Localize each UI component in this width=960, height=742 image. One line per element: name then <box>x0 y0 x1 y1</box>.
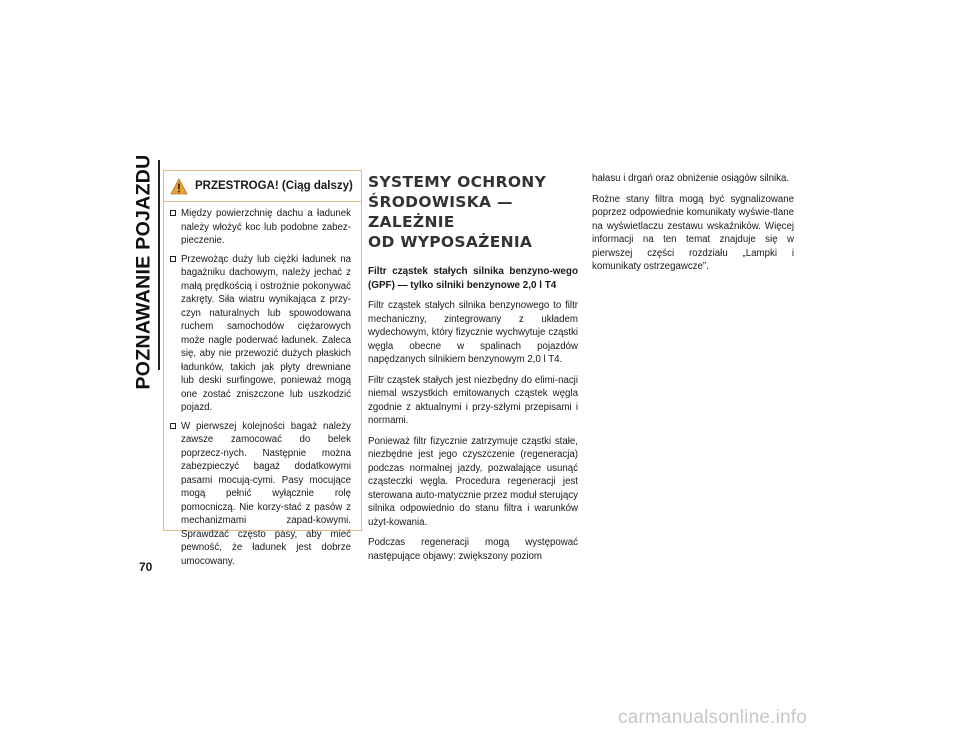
subheading: Filtr cząstek stałych silnika benzyno-wego (GPF) — tylko silniki benzynowe 2,0 l T4 <box>368 266 578 291</box>
square-bullet-icon <box>170 210 176 216</box>
side-divider <box>158 160 160 370</box>
warning-item <box>170 253 351 415</box>
warning-item-text: Między powierzchnię dachu a ładunek należy włożyć koc lub podobne zabez-pieczenie. <box>181 208 351 246</box>
warning-title: PRZESTROGA! (Ciąg dalszy) <box>195 180 353 192</box>
text-column-right <box>592 172 794 281</box>
warning-box <box>163 170 362 567</box>
warning-item-text: Przewożąc duży lub ciężki ładunek na bagażniku dachowym, należy jechać z małą prędkością i ostrożnie pokonywać zakręty. Siła wiatru wynikająca z przy-czyn naturalnych lub spowodowana ruchem samochodów ciężarowych może nagle poderwać ładunek. Zaleca się, aby nie przewozić dużych płaskich ładunków, takich jak płyty drewniane lub deski surfingowe, ponieważ mogą one zostać zniszczone lub uszkodzić pojazd. <box>181 253 351 413</box>
warning-triangle-icon <box>170 178 188 195</box>
paragraph: hałasu i drgań oraz obniżenie osiągów silnika. <box>592 173 790 184</box>
section-side-title-text: POZNAWANIE POJAZDU <box>132 154 155 390</box>
warning-item <box>170 420 351 569</box>
warning-header <box>164 171 361 202</box>
section-heading-line: ŚRODOWISKA — ZALEŻNIE <box>368 193 513 231</box>
square-bullet-icon <box>170 423 176 429</box>
paragraph: Ponieważ filtr fizycznie zatrzymuje cząstki stałe, niezbędne jest jego czyszczenie (regeneracja) podczas normalnej jazdy, pozwalające usunąć cząsteczki węgla. Procedura regeneracji jest sterowana auto-matycznie przez moduł sterujący silnika odpowiednio do stanu filtra i warunków użyt-kowania. <box>368 435 578 528</box>
section-heading-line: SYSTEMY OCHRONY <box>368 173 547 191</box>
paragraph: Filtr cząstek stałych silnika benzynowego to filtr mechaniczny, zintegrowany z układem wydechowym, który fizycznie wychwytuje cząstki węgla obecne w spalinach pojazdów napędzanych silnikiem benzynowym 2,0 l T4. <box>368 300 578 365</box>
square-bullet-icon <box>170 256 176 262</box>
warning-list <box>164 202 361 568</box>
paragraph: Filtr cząstek stałych jest niezbędny do elimi-nacji niemal wszystkich emitowanych cząstek węgla zgodnie z aktualnymi i przy-szłymi przepisami i normami. <box>368 374 578 426</box>
paragraph: Rożne stany filtra mogą być sygnalizowane poprzez odpowiednie komunikaty wyświe-tlane na wyświetlaczu zestawu wskaźników. Więcej informacji na ten temat znajduje się w pierwszej części rozdziału „Lampki i komunikaty ostrzegawcze”. <box>592 193 794 272</box>
warning-item <box>170 207 351 248</box>
section-heading-line: OD WYPOSAŻENIA <box>368 233 533 251</box>
page-number: 70 <box>139 560 153 574</box>
section-side-title <box>128 154 160 390</box>
paragraph: Podczas regeneracji mogą występować następujące objawy: zwiększony poziom <box>368 537 578 562</box>
text-column-middle <box>368 172 578 570</box>
watermark: carmanualsonline.info <box>618 707 808 728</box>
warning-item-text: W pierwszej kolejności bagaż należy zawsze zamocować do belek poprzecz-nych. Następnie można zabezpieczyć bagaż dodatkowymi pasami mocują-cymi. Pasy mocujące mogą pełnić wyłącznie rolę pomocniczą. Nie korzy-stać z pasów z mechanizmami zapad-kowymi. Sprawdzać często pasy, aby mieć pewność, że ładunek jest dobrze umocowany. <box>181 420 351 567</box>
section-heading <box>368 172 578 252</box>
